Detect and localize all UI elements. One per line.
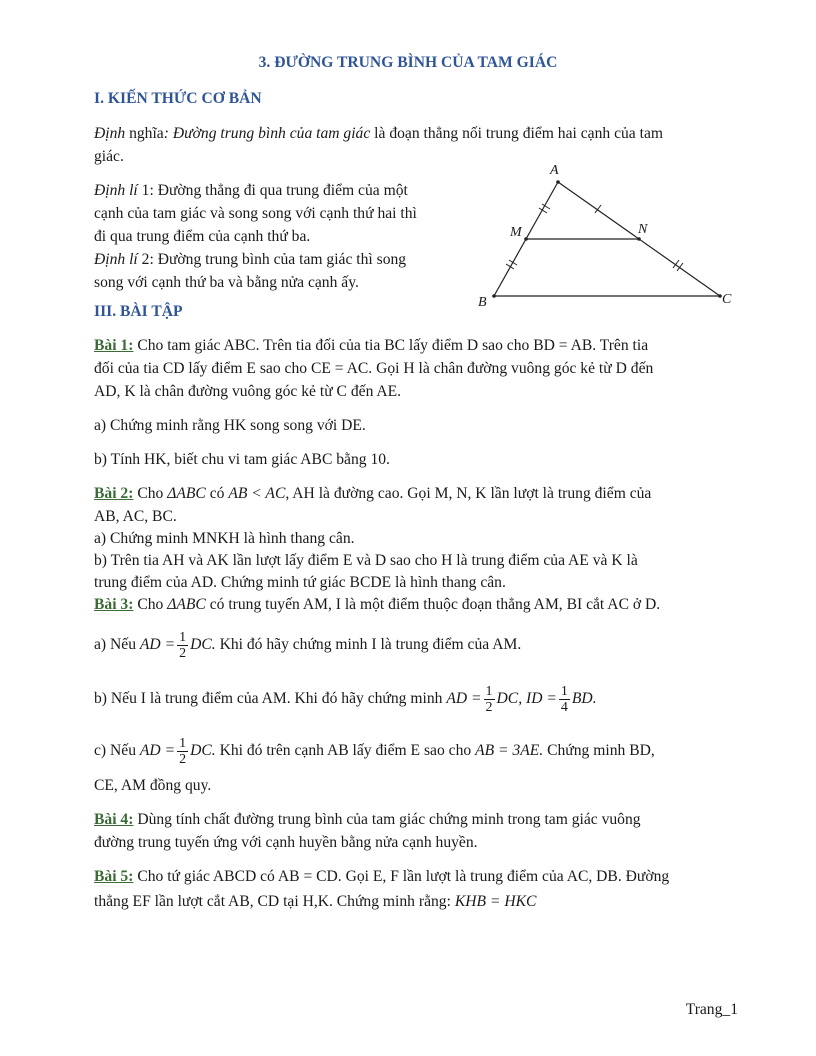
fraction-denominator: 2	[485, 699, 493, 715]
bai3-post: có trung tuyến AM, I là một điểm thuộc đoạn thẳng AM, BI cắt AC ở D.	[205, 596, 661, 613]
bai2-pre: Cho	[133, 485, 168, 502]
label-c: C	[722, 292, 732, 307]
fraction-half	[484, 684, 495, 715]
bai3-part-b	[94, 678, 597, 720]
bai3-pre: Cho	[133, 596, 168, 613]
theorem2-line-1	[94, 249, 406, 271]
bai1-part-a: a) Chứng minh rằng HK song song với DE.	[94, 417, 366, 434]
bai5-line-2	[94, 891, 536, 913]
theorem2-text: Đường trung bình của tam giác thì song	[157, 251, 407, 268]
label-n: N	[638, 222, 648, 237]
bai4-line-2: đường trung tuyến ứng với cạnh huyền bằng nửa cạnh huyền.	[94, 834, 478, 851]
fraction-denominator: 2	[179, 751, 187, 767]
point-m	[524, 237, 528, 241]
bai5-line-1	[94, 866, 669, 888]
bai1-line-3: AD, K là chân đường vuông góc kẻ từ C đến AE.	[94, 383, 402, 400]
bai2-line-1	[94, 483, 651, 505]
fraction-numerator: 1	[179, 735, 187, 751]
bai2-mid: có	[205, 485, 229, 502]
bai3-a-dc: DC.	[190, 636, 216, 653]
bai1-line-1	[94, 335, 648, 357]
bai2-label: Bài 2:	[94, 485, 134, 502]
bai3-a-pre: a) Nếu	[94, 636, 140, 653]
theorem1-line-2: cạnh của tam giác và song song với cạnh thứ hai thì	[94, 205, 417, 222]
bai4-line-1	[94, 809, 641, 831]
bai3-part-c	[94, 730, 655, 772]
definition-label-b: nghĩa	[125, 125, 164, 142]
label-m: M	[510, 225, 522, 240]
point-b	[492, 294, 496, 298]
bai5-equation: KHB = HKC	[454, 893, 537, 910]
bai1-text-2b: . Gọi H là chân đường vuông góc kẻ từ D đến	[368, 360, 654, 377]
bai3-triangle: ΔABC	[167, 596, 206, 613]
bai3-part-c-2: CE, AM đồng quy.	[94, 777, 212, 794]
bai5-text-2: thẳng EF lần lượt cắt AB, CD tại H,K. Chứng minh rằng:	[94, 893, 455, 910]
bai3-b-pre: b) Nếu I là trung điểm của AM. Khi đó hãy chứng minh	[94, 690, 447, 707]
point-n	[637, 237, 641, 241]
bai1-text-2a: đối của tia CD lấy điểm E sao cho	[94, 360, 311, 377]
bai2-triangle: ΔABC	[167, 485, 206, 502]
fraction-denominator: 4	[560, 699, 568, 715]
page-number: Trang_1	[685, 1001, 738, 1018]
definition-line-2: giác.	[94, 148, 124, 165]
bai5-label: Bài 5:	[94, 868, 134, 885]
bai1-label: Bài 1:	[94, 337, 134, 354]
bai2-line-2: AB, AC, BC.	[94, 508, 177, 525]
section-heading-exercises: III. BÀI TẬP	[94, 303, 183, 320]
theorem1-label: Định lí	[94, 182, 138, 199]
theorem1-number: 1:	[137, 182, 158, 199]
bai3-b-lhs: AD =	[446, 690, 482, 707]
bai3-c-dc: DC.	[190, 742, 216, 759]
bai2-inequality: AB < AC	[228, 485, 286, 502]
bai3-a-post: Khi đó hãy chứng minh I là trung điểm của AM.	[215, 636, 522, 653]
bai3-b-bd: BD.	[571, 690, 597, 707]
bai5-text-1: Cho tứ giác ABCD có AB = CD. Gọi E, F lần lượt là trung điểm của AC, DB. Đường	[133, 868, 670, 885]
bai1-equation-1: BD = AB	[533, 337, 593, 354]
bai3-c-pre: c) Nếu	[94, 742, 140, 759]
bai3-label: Bài 3:	[94, 596, 134, 613]
tick-marks	[506, 204, 683, 271]
bai3-c-mid: Khi đó trên cạnh AB lấy điểm E sao cho	[215, 742, 476, 759]
fraction-numerator: 1	[485, 683, 493, 699]
definition-text: là đoạn thẳng nối trung điểm hai cạnh của tam	[370, 125, 664, 142]
theorem1-text: Đường thẳng đi qua trung điểm của một	[157, 182, 408, 199]
point-a	[556, 180, 560, 184]
definition-term: Đường trung bình của tam giác	[172, 125, 371, 142]
fraction-quarter	[559, 684, 570, 715]
bai3-c-lhs: AD =	[139, 742, 176, 759]
bai2-part-b-1: b) Trên tia AH và AK lần lượt lấy điểm E và D sao cho H là trung điểm của AE và K là	[94, 552, 638, 569]
fraction-half	[177, 736, 188, 767]
bai4-text-1: Dùng tính chất đường trung bình của tam giác chứng minh trong tam giác vuông	[133, 811, 641, 828]
definition-colon: :	[163, 125, 173, 142]
theorem1-line-1	[94, 180, 408, 202]
bai1-line-2	[94, 358, 653, 380]
bai3-c-equation: AB = 3AE.	[475, 742, 544, 759]
fraction-denominator: 2	[179, 645, 187, 661]
bai3-b-id: ID =	[526, 690, 557, 707]
fraction-numerator: 1	[560, 683, 568, 699]
triangle-figure	[470, 160, 745, 315]
bai1-part-b: b) Tính HK, biết chu vi tam giác ABC bằng 10.	[94, 451, 390, 468]
bai3-a-lhs: AD =	[139, 636, 176, 653]
bai1-equation-2: CE = AC	[310, 360, 369, 377]
bai3-b-dc: DC,	[496, 690, 523, 707]
section-heading-basics: I. KIẾN THỨC CƠ BẢN	[94, 90, 262, 107]
fraction-numerator: 1	[179, 629, 187, 645]
bai2-part-a: a) Chứng minh MNKH là hình thang cân.	[94, 530, 355, 547]
bai1-text-1b: . Trên tia	[592, 337, 649, 354]
definition-label: Định	[94, 125, 126, 142]
theorem2-number: 2:	[137, 251, 158, 268]
fraction-half	[177, 630, 188, 661]
label-a: A	[550, 163, 559, 178]
page-title: 3. ĐƯỜNG TRUNG BÌNH CỦA TAM GIÁC	[258, 54, 558, 71]
theorem2-label: Định lí	[94, 251, 138, 268]
bai4-label: Bài 4:	[94, 811, 134, 828]
bai2-post: , AH là đường cao. Gọi M, N, K lần lượt là trung điểm của	[285, 485, 652, 502]
bai3-c-post: Chứng minh BD,	[543, 742, 655, 759]
definition-line-1	[94, 123, 663, 145]
label-b: B	[478, 295, 487, 310]
bai1-text-1a: Cho tam giác ABC. Trên tia đối của tia BC lấy điểm D sao cho	[133, 337, 534, 354]
bai3-part-a	[94, 624, 521, 666]
theorem1-line-3: đi qua trung điểm của cạnh thứ ba.	[94, 228, 311, 245]
bai2-part-b-2: trung điểm của AD. Chứng minh tứ giác BCDE là hình thang cân.	[94, 574, 506, 591]
theorem2-line-2: song với cạnh thứ ba và bằng nửa cạnh ấy.	[94, 274, 359, 291]
bai3-line-1	[94, 594, 660, 616]
